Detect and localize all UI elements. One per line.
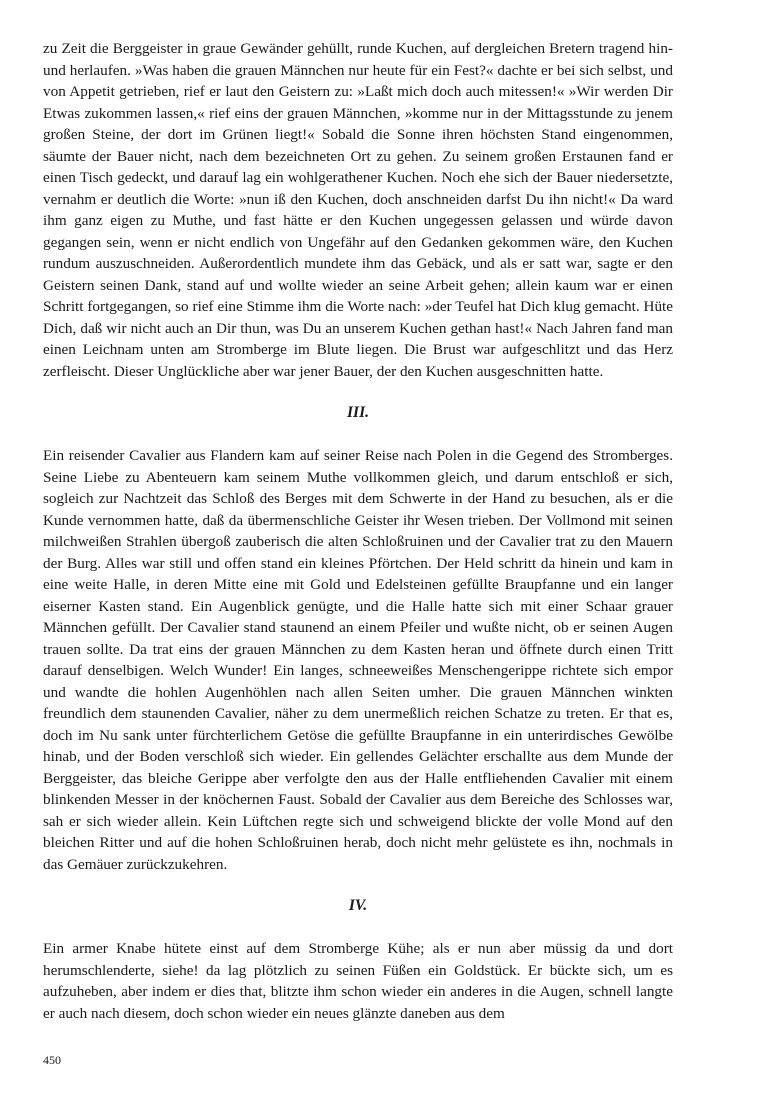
paragraph-legend-4-start: Ein armer Knabe hütete einst auf dem Stromberge Kühe; als er nun aber müssig da und dort herumschlenderte, siehe! da lag plötzlich zu seinen Füßen ein Goldstück. Er bückte sich, um es aufzuheben, aber indem er dies that, blitzte ihm schon wieder ein anderes in die Augen, schnell langte er auch nach diesem, doch schon wieder ein neues glänzte daneben aus dem	[43, 940, 673, 1022]
section-heading-iii: III.	[347, 404, 369, 421]
paragraph-legend-3: Ein reisender Cavalier aus Flandern kam auf seiner Reise nach Polen in die Gegend des Stromberges. Seine Liebe zu Abenteuern kam seinem Muthe vollkommen gleich, und darum entschloß er sich, sogleich zur Nachtzeit das Schloß des Berges mit dem Schwerte in der Hand zu besuchen, als er die Kunde vernommen hatte, daß da übermenschliche Geister ihr Wesen trieben. Der Vollmond mit seinen milchweißen Strahlen übergoß zauberisch die alten Schloßruinen und der Cavalier trat zu den Mauern der Burg. Alles war still und offen stand ein kleines Pförtchen. Der Held schritt da hinein und kam in eine weite Halle, in deren Mitte eine mit Gold und Edelsteinen gefüllte Braupfanne und ein langer eiserner Kasten stand. Ein Augenblick genügte, und die Halle hatte sich mit einer Schaar grauer Männchen gefüllt. Der Cavalier stand staunend an einem Pfeiler und wußte nicht, ob er seinen Augen trauen sollte. Da trat eins der grauen Männchen zu dem Kasten heran und öffnete durch einen Tritt darauf denselbigen. Welch Wunder! Ein langes, schneeweißes Menschengerippe richtete sich empor und wandte die hohlen Augenhöhlen nach allen Seiten umher. Die grauen Männchen winkten freundlich dem staunenden Cavalier, näher zu dem unermeßlich reichen Schatze zu treten. Er that es, doch im Nu sank unter fürchterlichem Getöse die gefüllte Braupfanne in ein unterirdisches Gewölbe hinab, und der Boden verschloß sich wieder. Ein gellendes Gelächter erschallte aus dem Munde der Berggeister, das bleiche Gerippe aber verfolgte den aus der Halle entfliehenden Cavalier mit einem blinkenden Messer in der knöchernen Faust. Sobald der Cavalier aus dem Bereiche des Schlosses war, sah er sich wieder allein. Kein Lüftchen regte sich und schweigend blickte der volle Mond auf den bleichen Ritter und auf die hohen Schloßruinen herab, doch nicht mehr gelüstete es ihn, nochmals in das Gemäuer zurückzukehren.	[43, 447, 673, 873]
section-heading-iv: IV.	[348, 897, 368, 914]
paragraph-legend-2-end: zu Zeit die Berggeister in graue Gewänder gehüllt, runde Kuchen, auf dergleichen Bretern tragend hin- und herlaufen. »Was haben die grauen Männchen nur heute für ein Fest?« dachte er bei sich selbst, und von Appetit getrieben, rief er laut den Geistern zu: »Laßt mich doch auch mitessen!« »Wir werden Dir Etwas zukommen lassen,« rief eins der grauen Männchen, »komme nur in der Mittagsstunde zu jenem großen Steine, der dort im Grünen liegt!« Sobald die Sonne ihren höchsten Stand eingenommen, säumte der Bauer nicht, nach dem bezeichneten Ort zu gehen. Zu seinem großen Erstaunen fand er einen Tisch gedeckt, und darauf lag ein wohlgerathener Kuchen. Noch ehe sich der Bauer niedersetzte, vernahm er deutlich die Worte: »nun iß den Kuchen, doch anschneiden darfst Du ihn nicht!« Da ward ihm ganz eigen zu Muthe, und fast hätte er den Kuchen ungegessen gelassen und würde davon gegangen sein, wenn er nicht endlich von Ungefähr auf den Gedanken gekommen wäre, den Kuchen rundum auszuschneiden. Außerordentlich mundete ihm das Gebäck, und als er satt war, sagte er den Geistern seinen Dank, stand auf und wollte wieder an seine Arbeit gehen; allein kaum war er einen Schritt fortgegangen, so rief eine Stimme ihm die Worte nach: »der Teufel hat Dich klug gemacht. Hüte Dich, daß wir nicht auch an Dir thun, was Du an unserem Kuchen gethan hast!« Nach Jahren fand man einen Leichnam unten am Stromberge im Blute liegen. Die Brust war aufgeschlitzt und das Herz zerfleischt. Dieser Unglückliche aber war jener Bauer, der den Kuchen ausgeschnitten hatte.	[43, 40, 673, 380]
page-body	[43, 38, 673, 1024]
page-number: 450	[43, 1053, 61, 1067]
